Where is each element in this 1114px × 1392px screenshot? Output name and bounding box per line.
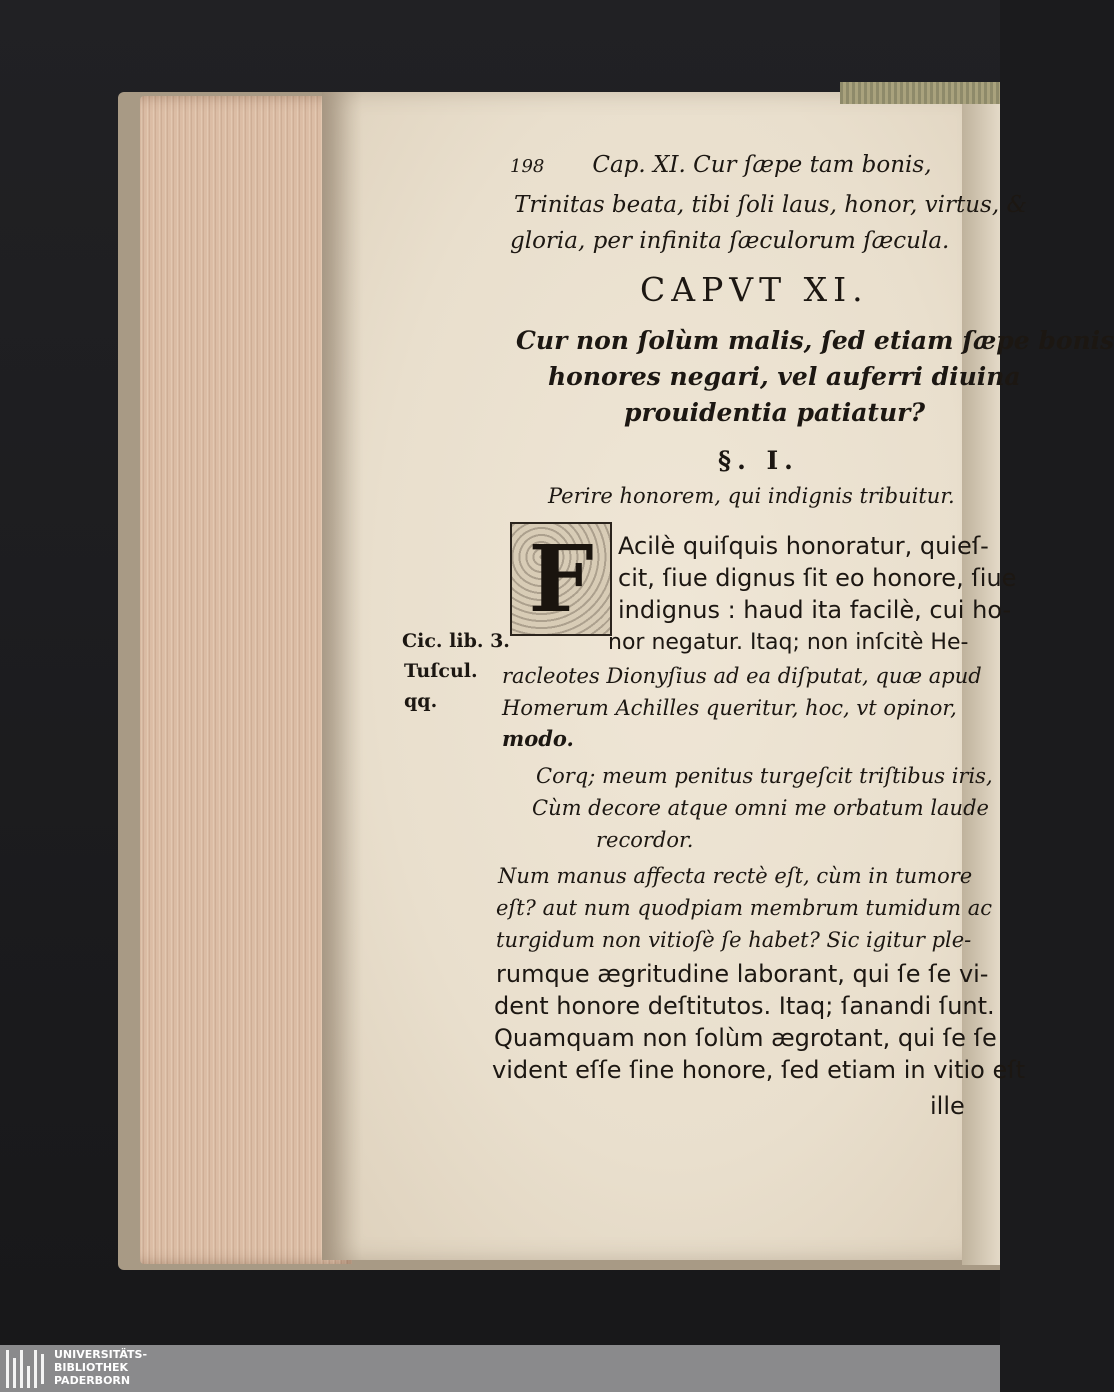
body-line: Homerum Achilles queritur, hoc, vt opinor, (502, 696, 957, 720)
gutter-shadow (322, 92, 362, 1260)
body-line: vident eſſe ſine honore, ſed etiam in vitio eſt (492, 1056, 1026, 1084)
running-head (510, 152, 932, 178)
margin-note-line: Cic. lib. 3. (402, 630, 510, 652)
body-line: Acilè quiſquis honoratur, quieſ- (618, 532, 989, 560)
body-line: indignus : haud ita facilè, cui ho- (618, 596, 1012, 624)
body-line: rumque ægritudine laborant, qui ſe ſe vi- (496, 960, 989, 988)
opening-line: gloria, per infinita ſæculorum ſæcula. (510, 228, 950, 254)
chapter-subtitle-line: honores negari, vel auferri diuina (548, 362, 1021, 391)
drop-cap-initial: F (510, 522, 612, 636)
margin-note-line: qq. (404, 690, 438, 712)
section-title: Perire honorem, qui indignis tribuitur. (548, 484, 955, 508)
body-line: Num manus affecta rectè eſt, cùm in tumore (498, 864, 973, 888)
chapter-subtitle-line: prouidentia patiatur? (624, 398, 925, 427)
page-edges (140, 96, 352, 1264)
verse-line: recordor. (596, 828, 694, 852)
body-line: Quamquam non ſolùm ægrotant, qui ſe ſe (494, 1024, 997, 1052)
body-line: dent honore deſtitutos. Itaq; ſanandi ſunt. (494, 992, 995, 1020)
headband (840, 82, 1000, 104)
footer-bar (0, 1345, 1000, 1392)
verse-line: Cùm decore atque omni me orbatum laude (532, 796, 989, 820)
body-line: nor negatur. Itaq; non inſcitè He- (608, 630, 969, 655)
chapter-subtitle-line: Cur non ſolùm malis, ſed etiam ſæpe bonis (516, 326, 1114, 355)
running-head-title: Cap. XI. Cur ſæpe tam bonis, (592, 152, 932, 178)
body-line: cit, ſiue dignus ſit eo honore, ſiue (618, 564, 1017, 592)
catchword: ille (930, 1092, 965, 1120)
body-line: turgidum non vitioſè ſe habet? Sic igitur ple- (496, 928, 972, 952)
body-line: eſt? aut num quodpiam membrum tumidum ac (496, 896, 992, 920)
verse-line: Corq; meum penitus turgeſcit triſtibus iris, (536, 764, 993, 788)
body-line: modo. (502, 726, 574, 751)
page-number: 198 (510, 156, 545, 177)
margin-note-line: Tuſcul. (404, 660, 478, 682)
section-mark: §. I. (718, 446, 799, 475)
library-logo-text: UNIVERSITÄTS- BIBLIOTHEK PADERBORN (54, 1348, 148, 1387)
body-line: racleotes Dionyſius ad ea diſputat, quæ apud (502, 664, 982, 688)
chapter-heading: CAPVT XI. (640, 270, 869, 309)
library-logo-icon (6, 1350, 46, 1388)
opening-line: Trinitas beata, tibi ſoli laus, honor, virtus, & (514, 192, 1027, 218)
